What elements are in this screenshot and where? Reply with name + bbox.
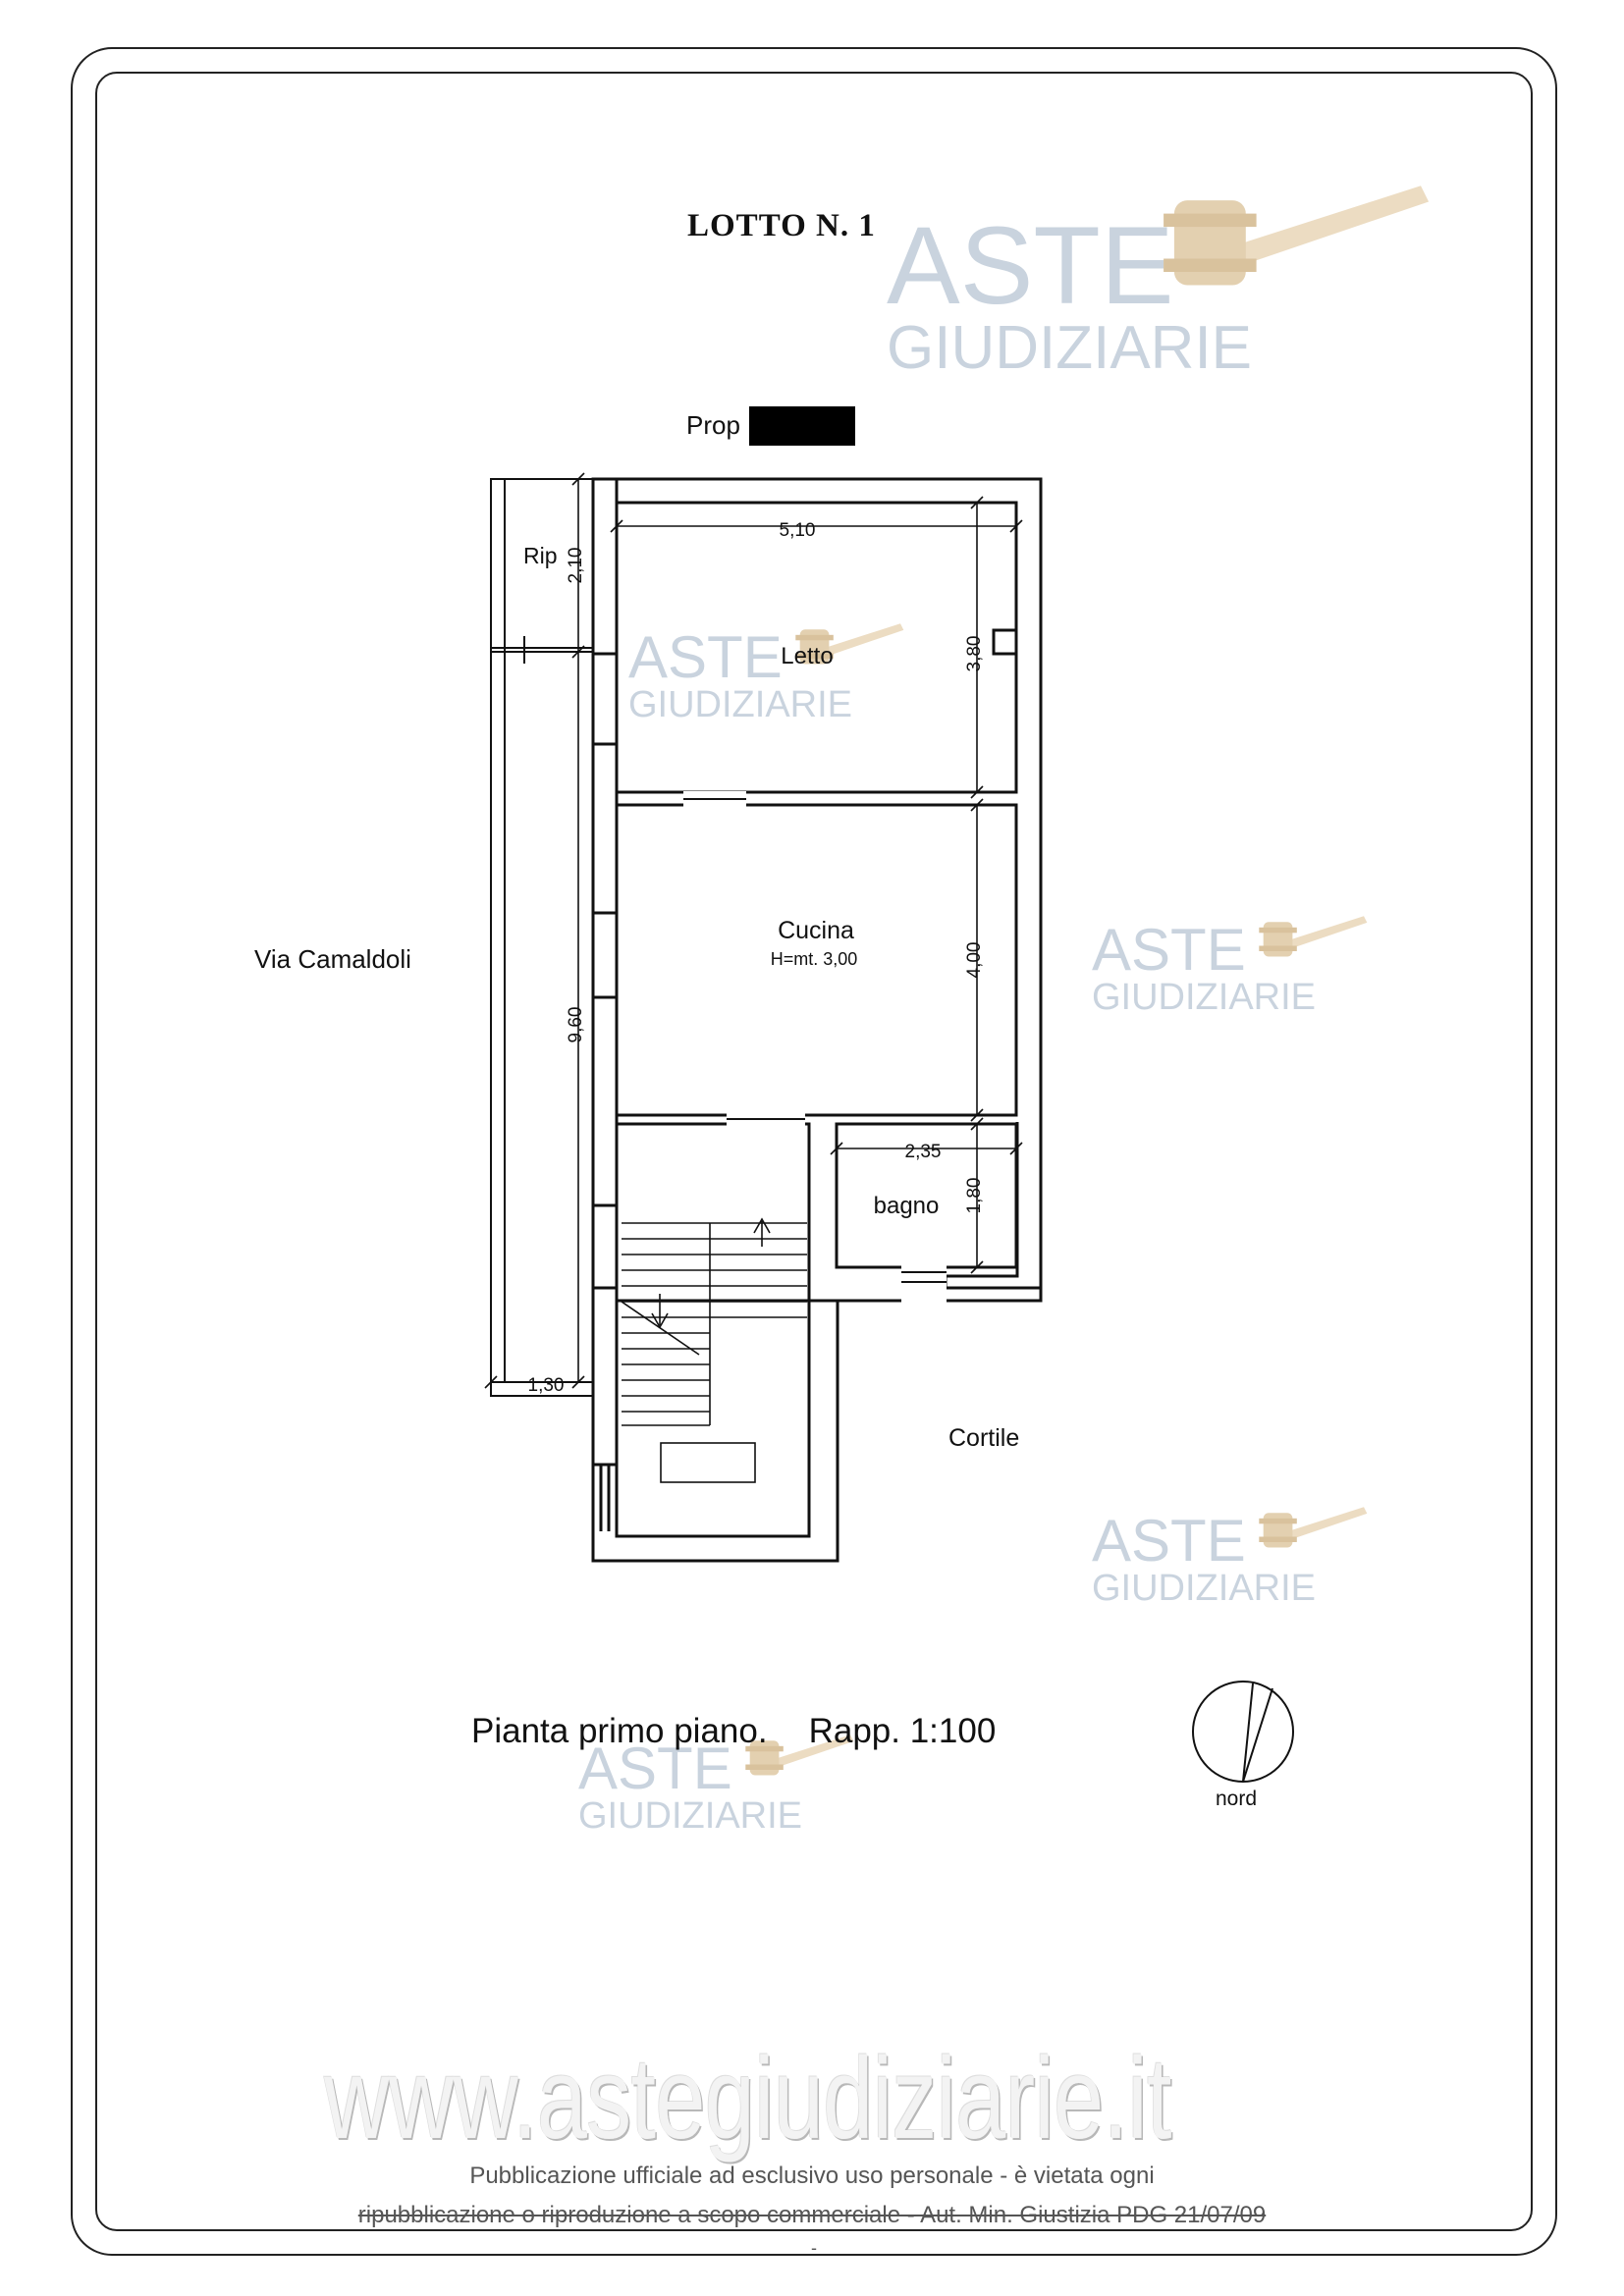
facade-windows	[593, 479, 617, 1531]
north-arrow	[1193, 1682, 1293, 1782]
watermark-line1: ASTE	[1092, 917, 1246, 983]
north-label: nord	[1216, 1788, 1258, 1810]
dim-balcony-length: 9,60	[566, 1006, 586, 1043]
watermark-line1: ASTE	[628, 624, 783, 690]
dim-kitchen-depth: 4,00	[964, 941, 985, 979]
stair-walls	[617, 1124, 809, 1536]
room-label-bathroom: bagno	[873, 1193, 940, 1219]
plan-scale: Rapp. 1:100	[808, 1712, 997, 1750]
dim-bedroom-width: 5,10	[779, 520, 816, 541]
redacted-owner-name	[749, 406, 855, 446]
footer-line-1: Pubblicazione ufficiale ad esclusivo uso personale - è vietata ogni	[469, 2163, 1155, 2189]
watermark-line1: ASTE	[578, 1735, 732, 1801]
dim-bath-depth: 1,80	[964, 1177, 985, 1214]
room-label-bedroom: Letto	[781, 643, 834, 669]
dim-balcony-width: 1,30	[527, 1375, 565, 1396]
watermark-logo-large	[887, 186, 1429, 382]
dim-storage-depth: 2,10	[566, 547, 586, 584]
courtyard-label: Cortile	[948, 1424, 1020, 1452]
watermark-line1: ASTE	[887, 204, 1174, 327]
watermark-line2: GIUDIZIARIE	[578, 1795, 803, 1837]
footer-line-2: ripubblicazione o riproduzione a scopo commerciale - Aut. Min. Giustizia PDG 21/07/09	[357, 2202, 1267, 2228]
watermark-line2: GIUDIZIARIE	[628, 684, 853, 725]
watermark-logo-small	[1092, 1507, 1367, 1609]
watermark-line2: GIUDIZIARIE	[1092, 1568, 1317, 1609]
outer-wall	[593, 479, 1041, 1301]
watermark-logo-small	[1092, 916, 1367, 1018]
owner-label: Prop	[686, 410, 740, 440]
dim-bedroom-depth: 3,80	[964, 635, 985, 672]
staircase	[622, 1219, 807, 1482]
room-label-kitchen-height: H=mt. 3,00	[770, 949, 858, 969]
room-label-storage: Rip	[523, 543, 558, 568]
room-label-kitchen: Cucina	[778, 917, 854, 944]
watermark-logo-small	[628, 623, 903, 725]
watermark-line2: GIUDIZIARIE	[1092, 977, 1317, 1018]
door-openings	[683, 791, 947, 1304]
watermark-line1: ASTE	[1092, 1508, 1246, 1574]
plan-caption	[471, 1712, 996, 1751]
watermark-website: www.astegiudiziarie.it	[324, 2034, 1171, 2163]
footer-line-3: -	[811, 2238, 817, 2258]
street-label: Via Camaldoli	[254, 944, 411, 974]
dimension-lines	[485, 473, 1022, 1388]
plan-title: Pianta primo piano.	[471, 1712, 768, 1750]
lot-title: LOTTO N. 1	[687, 208, 876, 243]
dim-bath-width: 2,35	[904, 1142, 942, 1162]
watermark-line2: GIUDIZIARIE	[887, 314, 1253, 382]
